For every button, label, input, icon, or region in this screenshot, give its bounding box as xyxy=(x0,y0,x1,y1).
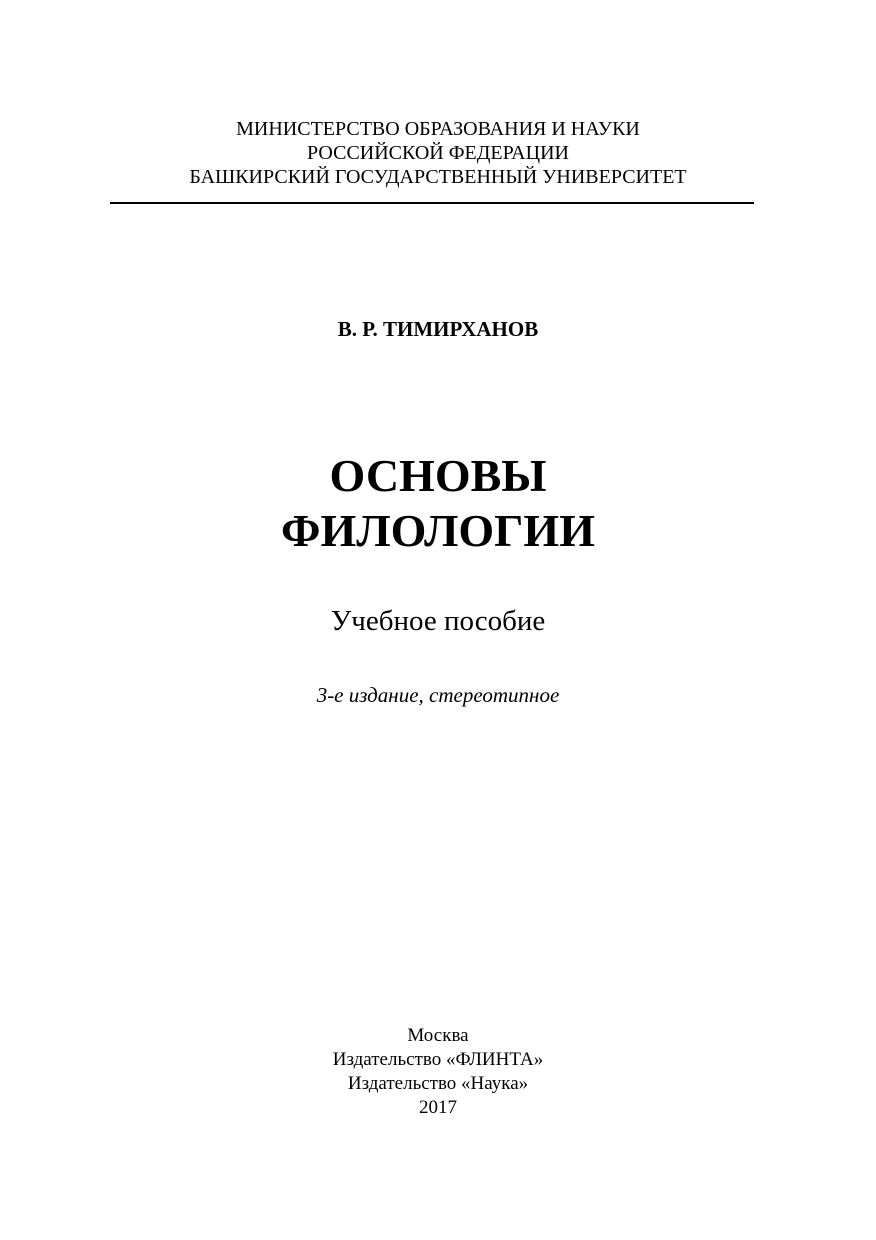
institution-header xyxy=(0,117,876,189)
imprint-publisher-1: Издательство «ФЛИНТА» xyxy=(332,1049,544,1070)
ministry-line-1: МИНИСТЕРСТВО ОБРАЗОВАНИЯ И НАУКИ xyxy=(236,118,640,140)
ministry-line-2: РОССИЙСКОЙ ФЕДЕРАЦИИ xyxy=(307,142,569,164)
book-title xyxy=(0,448,876,558)
imprint-publisher-2: Издательство «Наука» xyxy=(347,1073,529,1094)
book-title-line-1: ОСНОВЫ xyxy=(329,450,547,501)
book-title-line-2: ФИЛОЛОГИИ xyxy=(281,505,595,556)
header-divider xyxy=(110,202,754,204)
imprint-city: Москва xyxy=(407,1025,469,1046)
imprint xyxy=(0,1024,876,1120)
university-name: БАШКИРСКИЙ ГОСУДАРСТВЕННЫЙ УНИВЕРСИТЕТ xyxy=(189,166,687,188)
imprint-year: 2017 xyxy=(419,1097,457,1118)
author-name: В. Р. ТИМИРХАНОВ xyxy=(337,317,539,341)
book-subtitle: Учебное пособие xyxy=(330,605,546,637)
edition-note: 3-е издание, стереотипное xyxy=(316,683,560,707)
